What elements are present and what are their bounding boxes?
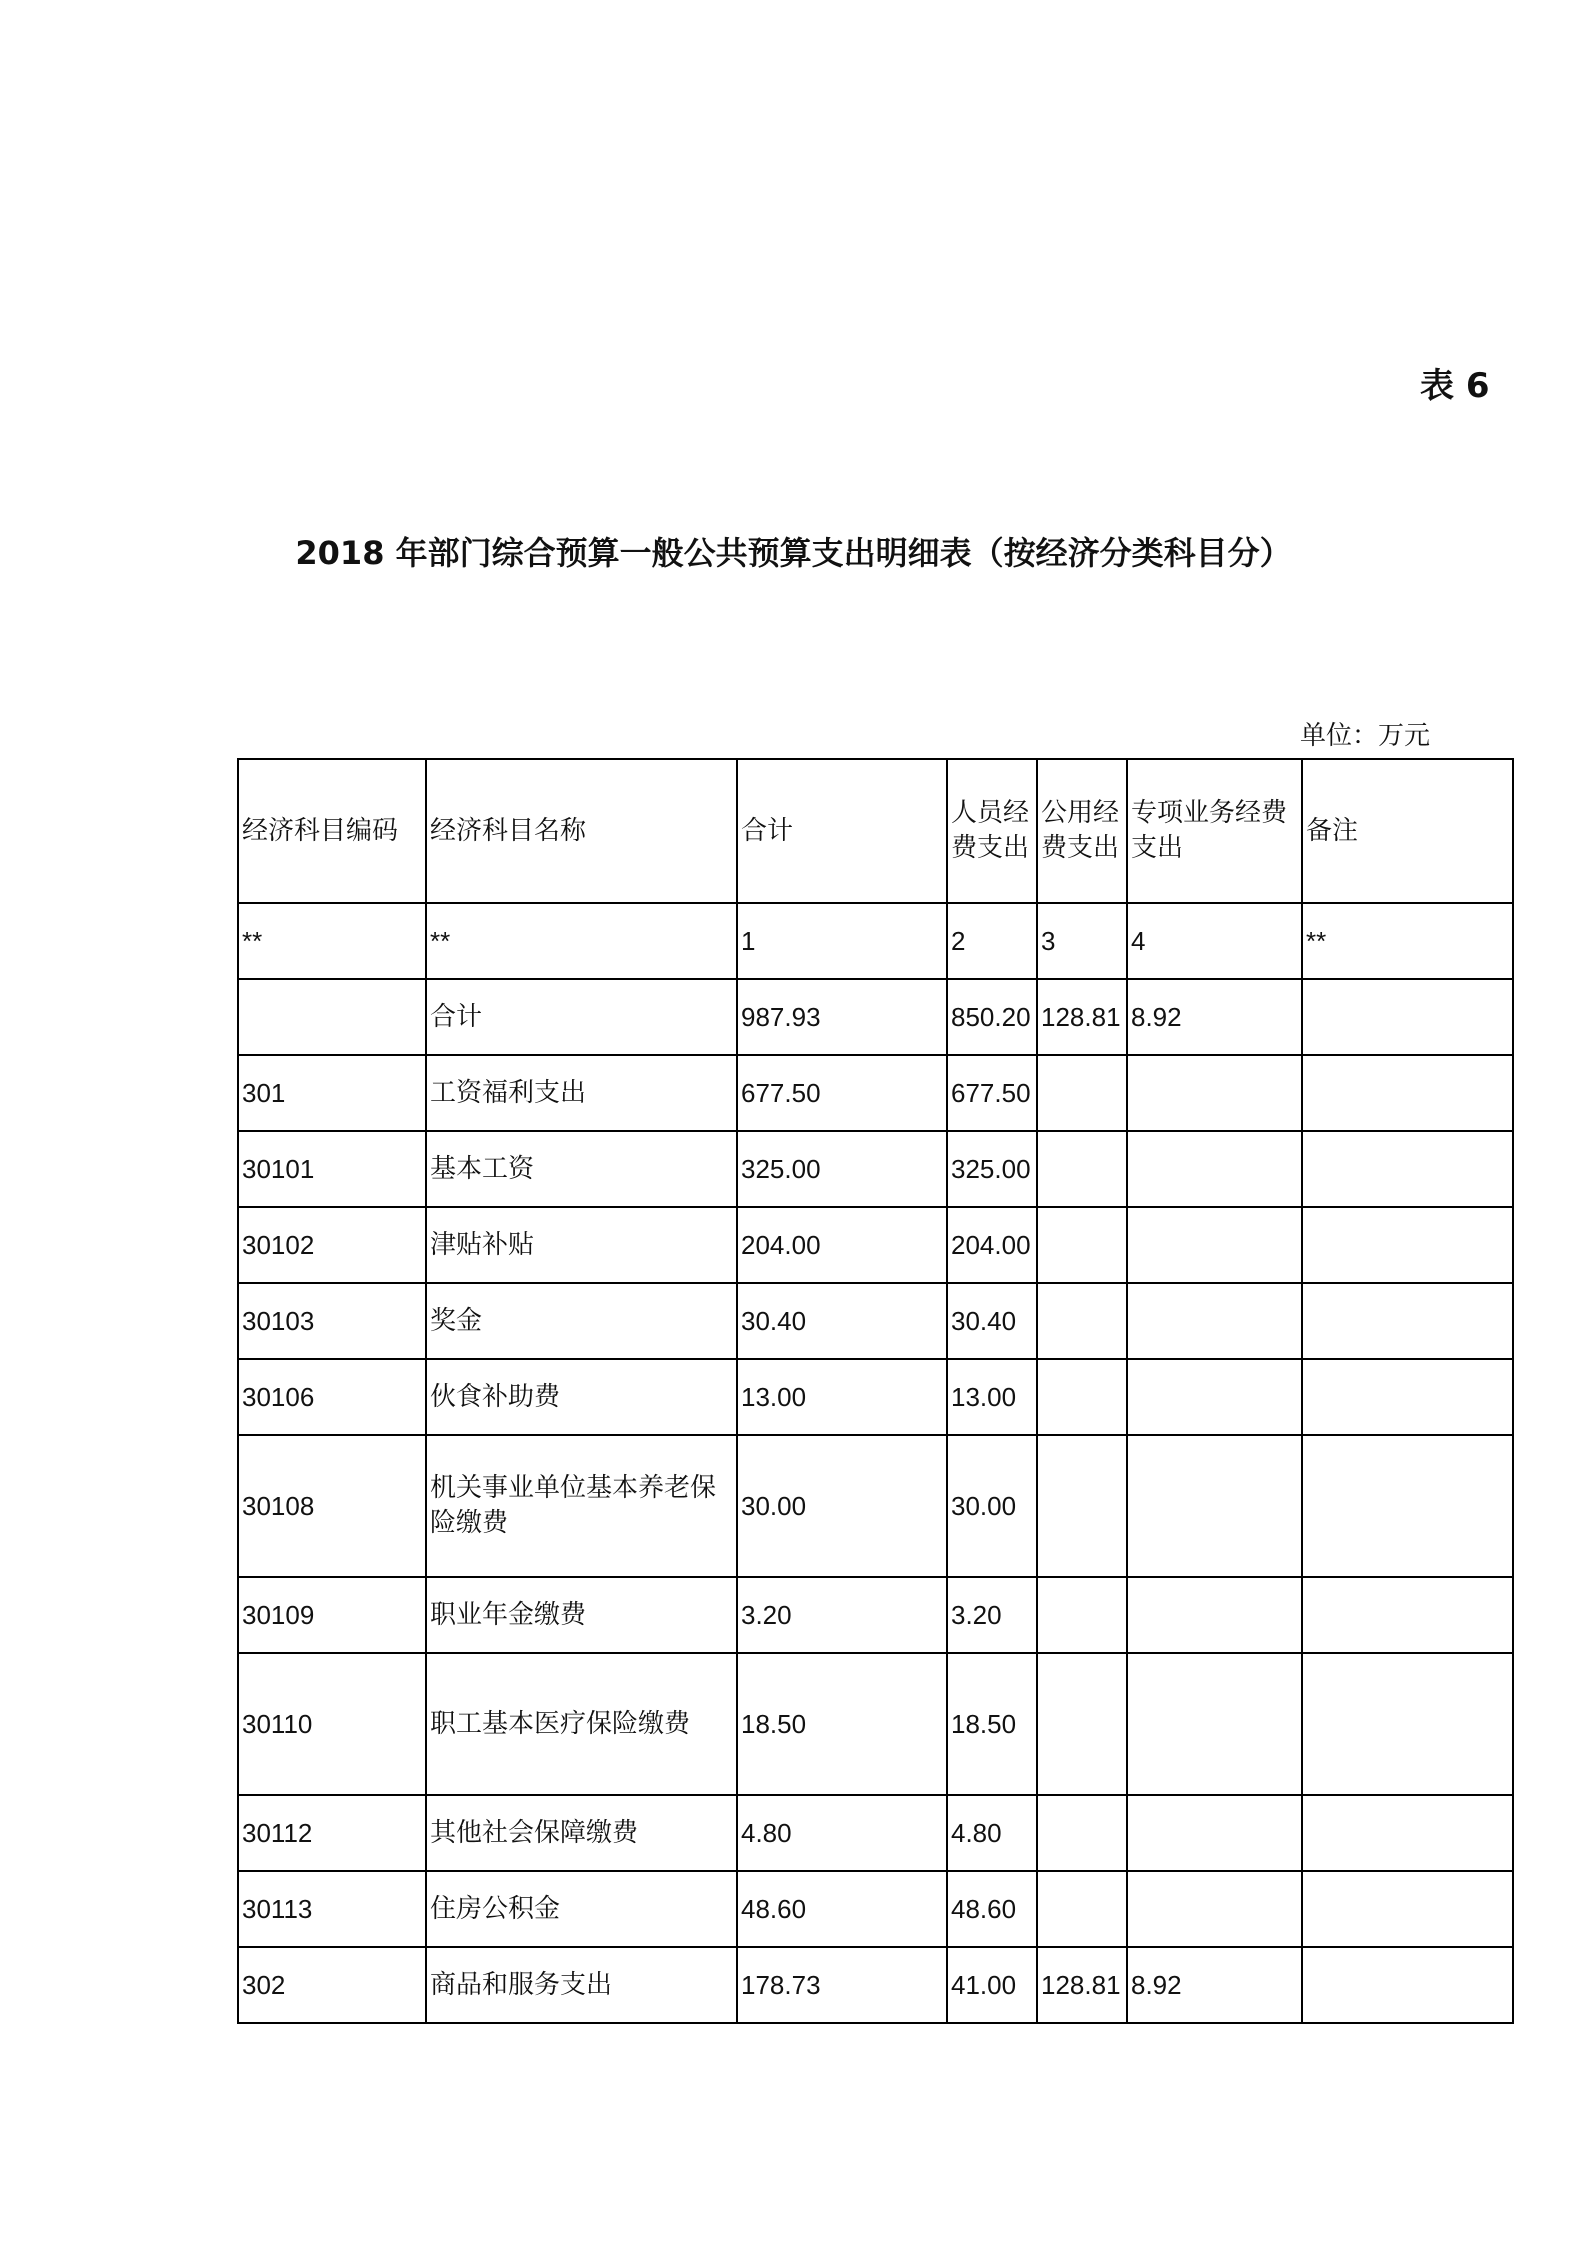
public-cell — [1037, 1871, 1127, 1947]
note-cell — [1302, 1795, 1513, 1871]
table-number-label: 表 6 — [1420, 366, 1490, 406]
personnel-cell: 30.40 — [947, 1283, 1037, 1359]
total-cell: 3.20 — [737, 1577, 947, 1653]
personnel-cell: 677.50 — [947, 1055, 1037, 1131]
code-cell: 302 — [238, 1947, 426, 2023]
index-cell: 2 — [947, 903, 1037, 979]
public-cell — [1037, 1359, 1127, 1435]
header-total: 合计 — [737, 759, 947, 903]
note-cell — [1302, 1207, 1513, 1283]
special-cell — [1127, 1435, 1302, 1577]
total-cell: 30.00 — [737, 1435, 947, 1577]
special-cell — [1127, 1207, 1302, 1283]
public-cell — [1037, 1055, 1127, 1131]
public-cell — [1037, 1207, 1127, 1283]
total-cell: 13.00 — [737, 1359, 947, 1435]
total-cell: 48.60 — [737, 1871, 947, 1947]
public-cell: 128.81 — [1037, 1947, 1127, 2023]
personnel-cell: 18.50 — [947, 1653, 1037, 1795]
public-cell — [1037, 1795, 1127, 1871]
name-cell: 商品和服务支出 — [426, 1947, 737, 2023]
special-cell: 8.92 — [1127, 979, 1302, 1055]
budget-detail-table — [237, 758, 1514, 2024]
code-cell: 30103 — [238, 1283, 426, 1359]
code-cell: 301 — [238, 1055, 426, 1131]
public-cell — [1037, 1131, 1127, 1207]
personnel-cell: 4.80 — [947, 1795, 1037, 1871]
public-cell: 128.81 — [1037, 979, 1127, 1055]
name-cell: 基本工资 — [426, 1131, 737, 1207]
special-cell — [1127, 1055, 1302, 1131]
header-special: 专项业务经费支出 — [1127, 759, 1302, 903]
note-cell — [1302, 1283, 1513, 1359]
personnel-cell: 41.00 — [947, 1947, 1037, 2023]
personnel-cell: 850.20 — [947, 979, 1037, 1055]
public-cell — [1037, 1283, 1127, 1359]
note-cell — [1302, 1577, 1513, 1653]
special-cell — [1127, 1653, 1302, 1795]
personnel-cell: 48.60 — [947, 1871, 1037, 1947]
index-cell: 1 — [737, 903, 947, 979]
table-row — [238, 1795, 1513, 1871]
note-cell — [1302, 1131, 1513, 1207]
public-cell — [1037, 1577, 1127, 1653]
index-cell: 3 — [1037, 903, 1127, 979]
special-cell: 8.92 — [1127, 1947, 1302, 2023]
code-cell: 30102 — [238, 1207, 426, 1283]
total-cell: 18.50 — [737, 1653, 947, 1795]
name-cell: 合计 — [426, 979, 737, 1055]
public-cell — [1037, 1653, 1127, 1795]
document-title: 2018 年部门综合预算一般公共预算支出明细表（按经济分类科目分） — [295, 534, 1292, 572]
index-cell: ** — [426, 903, 737, 979]
note-cell — [1302, 1435, 1513, 1577]
header-public: 公用经费支出 — [1037, 759, 1127, 903]
personnel-cell: 3.20 — [947, 1577, 1037, 1653]
code-cell: 30109 — [238, 1577, 426, 1653]
total-cell: 987.93 — [737, 979, 947, 1055]
table-row — [238, 1283, 1513, 1359]
table-header-row — [238, 759, 1513, 903]
name-cell: 伙食补助费 — [426, 1359, 737, 1435]
index-cell: ** — [1302, 903, 1513, 979]
header-name: 经济科目名称 — [426, 759, 737, 903]
note-cell — [1302, 1359, 1513, 1435]
index-cell: 4 — [1127, 903, 1302, 979]
code-cell — [238, 979, 426, 1055]
code-cell: 30112 — [238, 1795, 426, 1871]
public-cell — [1037, 1435, 1127, 1577]
name-cell: 机关事业单位基本养老保险缴费 — [426, 1435, 737, 1577]
special-cell — [1127, 1283, 1302, 1359]
table-row — [238, 1207, 1513, 1283]
unit-label: 单位：万元 — [1300, 721, 1431, 751]
personnel-cell: 30.00 — [947, 1435, 1037, 1577]
header-code: 经济科目编码 — [238, 759, 426, 903]
name-cell: 职工基本医疗保险缴费 — [426, 1653, 737, 1795]
special-cell — [1127, 1871, 1302, 1947]
special-cell — [1127, 1795, 1302, 1871]
note-cell — [1302, 1947, 1513, 2023]
total-cell: 178.73 — [737, 1947, 947, 2023]
table-row — [238, 979, 1513, 1055]
note-cell — [1302, 1871, 1513, 1947]
table-row — [238, 1055, 1513, 1131]
name-cell: 其他社会保障缴费 — [426, 1795, 737, 1871]
table-row — [238, 1359, 1513, 1435]
total-cell: 325.00 — [737, 1131, 947, 1207]
note-cell — [1302, 1653, 1513, 1795]
name-cell: 职业年金缴费 — [426, 1577, 737, 1653]
special-cell — [1127, 1131, 1302, 1207]
special-cell — [1127, 1359, 1302, 1435]
code-cell: 30106 — [238, 1359, 426, 1435]
note-cell — [1302, 979, 1513, 1055]
total-cell: 30.40 — [737, 1283, 947, 1359]
index-row — [238, 903, 1513, 979]
table-row — [238, 1871, 1513, 1947]
table-row — [238, 1435, 1513, 1577]
name-cell: 工资福利支出 — [426, 1055, 737, 1131]
note-cell — [1302, 1055, 1513, 1131]
personnel-cell: 325.00 — [947, 1131, 1037, 1207]
special-cell — [1127, 1577, 1302, 1653]
total-cell: 677.50 — [737, 1055, 947, 1131]
table-row — [238, 1131, 1513, 1207]
name-cell: 住房公积金 — [426, 1871, 737, 1947]
code-cell: 30101 — [238, 1131, 426, 1207]
code-cell: 30110 — [238, 1653, 426, 1795]
name-cell: 奖金 — [426, 1283, 737, 1359]
personnel-cell: 13.00 — [947, 1359, 1037, 1435]
table-row — [238, 1653, 1513, 1795]
table-row — [238, 1577, 1513, 1653]
header-personnel: 人员经费支出 — [947, 759, 1037, 903]
code-cell: 30113 — [238, 1871, 426, 1947]
total-cell: 204.00 — [737, 1207, 947, 1283]
table-row — [238, 1947, 1513, 2023]
header-note: 备注 — [1302, 759, 1513, 903]
index-cell: ** — [238, 903, 426, 979]
personnel-cell: 204.00 — [947, 1207, 1037, 1283]
total-cell: 4.80 — [737, 1795, 947, 1871]
name-cell: 津贴补贴 — [426, 1207, 737, 1283]
code-cell: 30108 — [238, 1435, 426, 1577]
